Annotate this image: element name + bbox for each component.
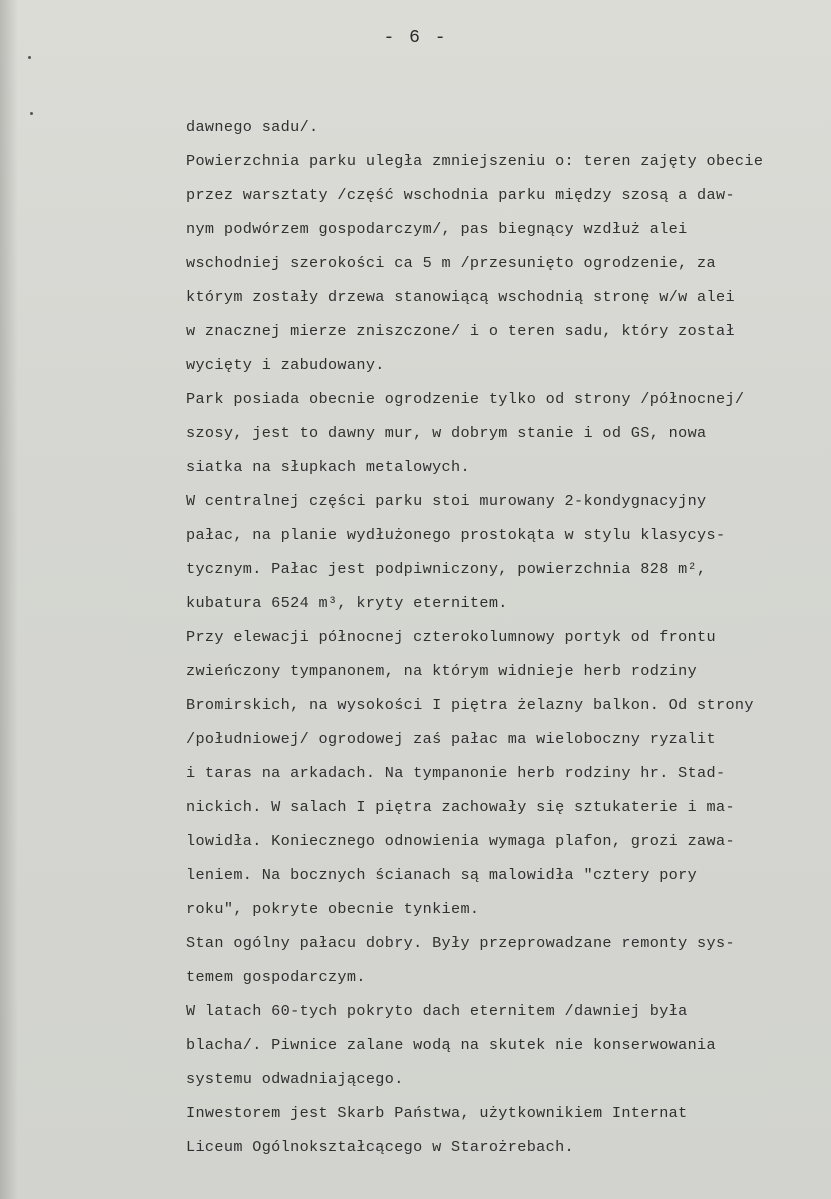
text-line: Inwestorem jest Skarb Państwa, użytkownikiem Internat <box>186 1104 688 1122</box>
typed-body-text <box>186 114 814 1168</box>
scan-speck <box>30 112 33 115</box>
text-line: siatka na słupkach metalowych. <box>186 458 470 476</box>
text-line: Stan ogólny pałacu dobry. Były przeprowadzane remonty sys- <box>186 934 735 952</box>
text-line: W centralnej części parku stoi murowany 2-kondygnacyjny <box>186 492 707 510</box>
text-line: nym podwórzem gospodarczym/, pas biegnący wzdłuż alei <box>186 220 688 238</box>
text-line: Bromirskich, na wysokości I piętra żelazny balkon. Od strony <box>186 696 754 714</box>
text-line: lowidła. Koniecznego odnowienia wymaga plafon, grozi zawa- <box>186 832 735 850</box>
text-line: kubatura 6524 m³, kryty eternitem. <box>186 594 508 612</box>
text-line: zwieńczony tympanonem, na którym widnieje herb rodziny <box>186 662 698 680</box>
text-line: dawnego sadu/. <box>186 118 319 136</box>
page-number: - 6 - <box>383 28 448 48</box>
text-line: Liceum Ogólnokształcącego w Starożrebach. <box>186 1138 575 1156</box>
text-line: Powierzchnia parku uległa zmniejszeniu o: teren zajęty obecie <box>186 152 764 170</box>
text-line: i taras na arkadach. Na tympanonie herb rodziny hr. Stad- <box>186 764 726 782</box>
text-line: Przy elewacji północnej czterokolumnowy portyk od frontu <box>186 628 716 646</box>
text-line: temem gospodarczym. <box>186 968 366 986</box>
text-line: tycznym. Pałac jest podpiwniczony, powierzchnia 828 m², <box>186 560 716 578</box>
text-line: blacha/. Piwnice zalane wodą na skutek nie konserwowania <box>186 1036 716 1054</box>
text-line: W latach 60-tych pokryto dach eternitem /dawniej była <box>186 1002 688 1020</box>
text-line: wschodniej szerokości ca 5 m /przesunięto ogrodzenie, za <box>186 254 716 272</box>
text-line: systemu odwadniającego. <box>186 1070 404 1088</box>
text-line: leniem. Na bocznych ścianach są malowidła "cztery pory <box>186 866 698 884</box>
text-line: w znacznej mierze zniszczone/ i o teren sadu, który został <box>186 322 735 340</box>
text-line: pałac, na planie wydłużonego prostokąta w stylu klasycys- <box>186 526 726 544</box>
text-line: przez warsztaty /część wschodnia parku między szosą a daw- <box>186 186 735 204</box>
page-edge-shadow <box>0 0 18 1199</box>
text-line: którym zostały drzewa stanowiącą wschodnią stronę w/w alei <box>186 288 735 306</box>
text-line: Park posiada obecnie ogrodzenie tylko od strony /północnej/ <box>186 390 745 408</box>
text-line: wycięty i zabudowany. <box>186 356 385 374</box>
text-line: roku", pokryte obecnie tynkiem. <box>186 900 480 918</box>
text-line: szosy, jest to dawny mur, w dobrym stanie i od GS, nowa <box>186 424 707 442</box>
scan-speck <box>28 56 31 59</box>
text-line: /południowej/ ogrodowej zaś pałac ma wieloboczny ryzalit <box>186 730 716 748</box>
text-line: nickich. W salach I piętra zachowały się sztukaterie i ma- <box>186 798 735 816</box>
